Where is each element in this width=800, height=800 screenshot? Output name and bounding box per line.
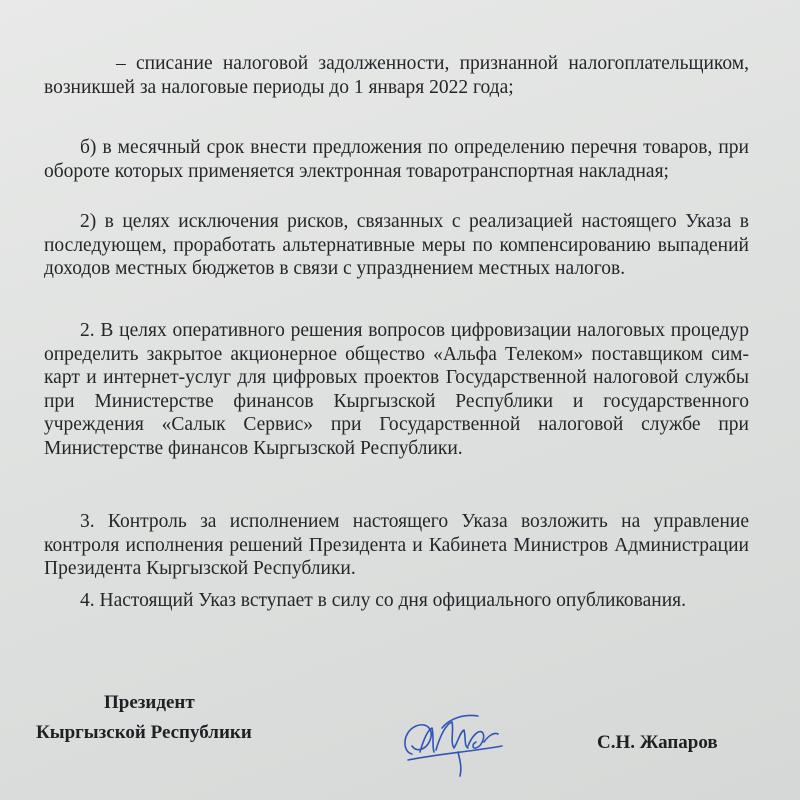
paragraph-text: 2) в целях исключения рисков, связанных с реализацией настоящего Указа в последующем, проработать альтернативные меры по компенсированию выпадений доходов местных бюджетов в связи с упразднением местных налогов. [44,211,749,280]
paragraph-control [44,510,749,581]
paragraph-digitalization [44,319,749,461]
paragraph-text: 2. В целях оперативного решения вопросов цифровизации налоговых процедур определить закрытое акционерное общество «Альфа Телеком» поставщиком сим-карт и интернет-услуг для цифровых проектов Государственной налоговой службы при Министерстве финансов Кыргызской Республики и государственного учреждения «Салык Сервис» при Государственной налоговой службе при Министерстве финансов Кыргызской Республики. [44,320,749,459]
paragraph-text: 3. Контроль за исполнением настоящего Указа возложить на управление контроля исполнения решений Президента и Кабинета Министров Администрации Президента Кыргызской Республики. [44,511,749,580]
signatory-title: Президент [104,692,195,713]
paragraph-text: – списание налоговой задолженности, признанной налогоплательщиком, возникшей за налоговые периоды до 1 января 2022 года; [44,53,749,98]
signatory-name: С.Н. Жапаров [597,732,718,753]
paragraph-goods-list [44,136,749,183]
paragraph-entry-into-force [44,589,749,613]
signatory-country: Кыргызской Республики [36,722,252,743]
handwritten-signature [398,702,508,782]
paragraph-risk-measures [44,210,749,281]
paragraph-text: 4. Настоящий Указ вступает в силу со дня официального опубликования. [80,590,686,611]
paragraph-text: б) в месячный срок внести предложения по определению перечня товаров, при обороте которых применяется электронная товаротранспортная накладная; [44,137,749,182]
paragraph-debt-writeoff [44,52,749,99]
